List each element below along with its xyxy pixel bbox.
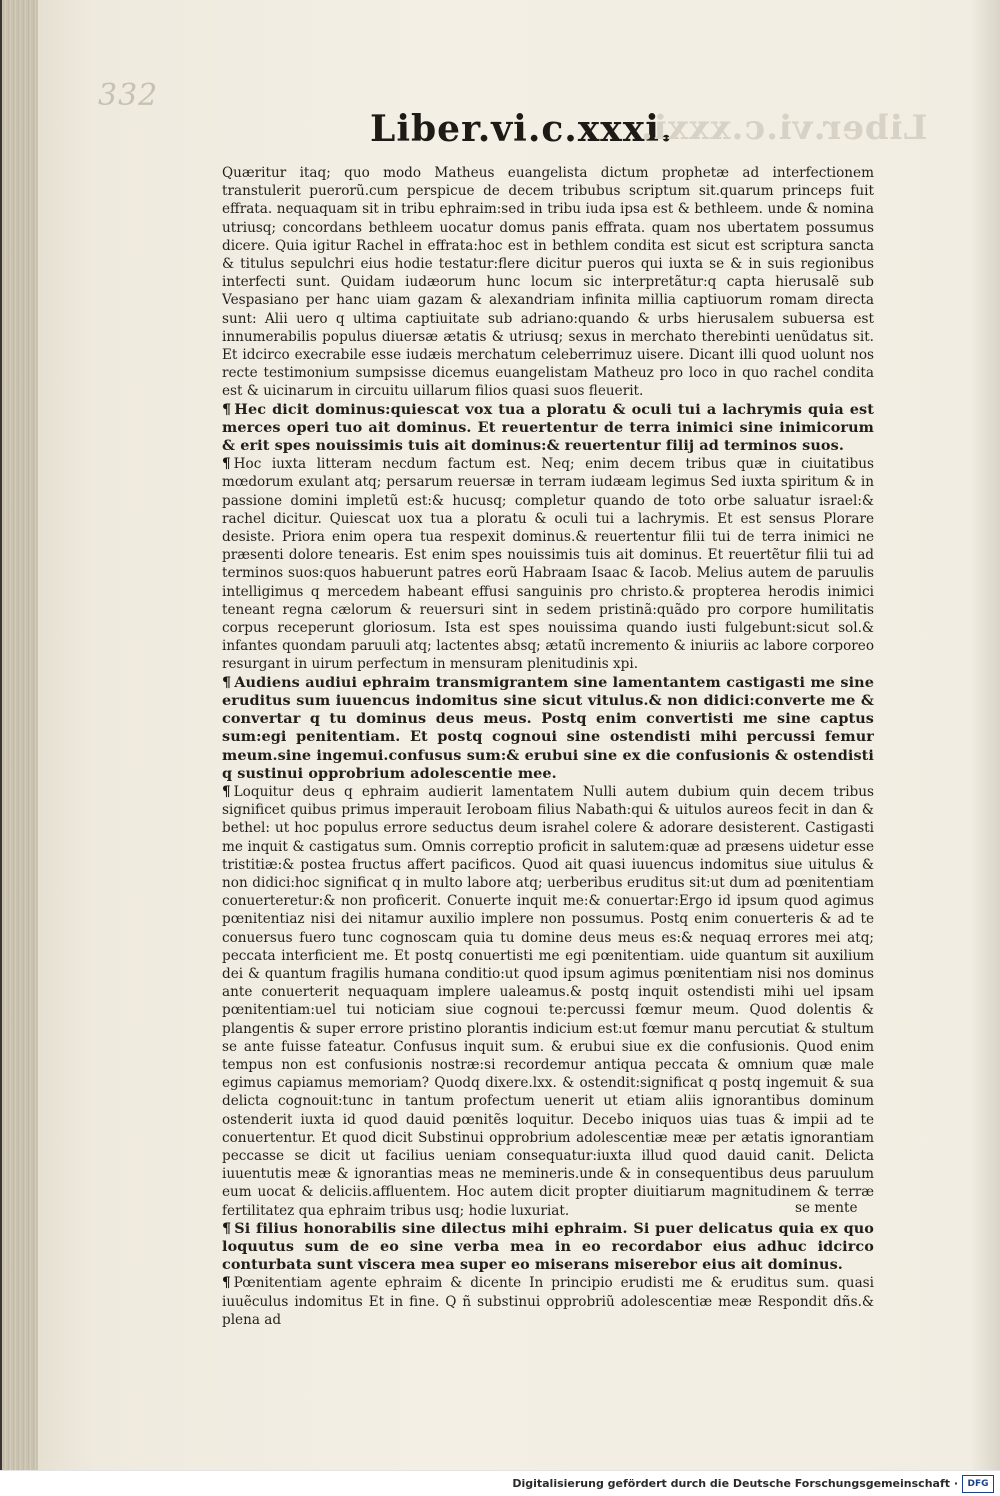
commentary-text-block bbox=[222, 164, 874, 1329]
funding-credit: Digitalisierung gefördert durch die Deutsche Forschungsgemeinschaft · bbox=[512, 1477, 958, 1490]
lemma-paragraph bbox=[222, 674, 874, 783]
paragraph-text: Si filius honorabilis sine dilectus mihi ephraim. Si puer delicatus quia ex quo loquutus sum de eo sine verba mea in eo recordabor eius adhuc idcirco conturbata sunt viscera mea super eo miserans miserebor eius ait dominus. bbox=[222, 1219, 874, 1274]
paragraph-text: Hec dicit dominus:quiescat vox tua a ploratu & oculi tui a lachrymis quia est merces operi tuo ait dominus. Et reuertentur de terra inimici sine inimicorum & erit spes nouissimis tuis ait dominus:& reuertentur filij ad terminos suos. bbox=[222, 400, 874, 455]
running-head: Liber.vi.c.xxxi. bbox=[370, 108, 674, 150]
page-gutter-shadow bbox=[970, 0, 1000, 1470]
paragraph-mark-icon: ¶ bbox=[222, 400, 232, 418]
catchword: se mente bbox=[795, 1200, 858, 1216]
paragraph-text: Audiens audiui ephraim transmigrantem sine lamentantem castigasti me sine eruditus sum iuuencus indomitus sine sicut vitulus.& non didici:converte me & convertar q tu dominus deus meus. Postq enim convertisti me sine captus sum:egi penitentiam. Et postq cognoui sine ostendisti mihi percussi femur meum.sine ingemui.confusus sum:& erubui sine ex die confusionis & ostendisti q sustinui opprobrium adolescentie mee. bbox=[222, 673, 874, 782]
footer-bar bbox=[0, 1470, 1000, 1496]
paragraph-mark-icon: ¶ bbox=[222, 783, 231, 800]
dfg-logo[interactable]: DFG bbox=[962, 1475, 994, 1493]
lemma-paragraph bbox=[222, 1220, 874, 1275]
commentary-paragraph bbox=[222, 455, 874, 673]
paragraph-mark-icon: ¶ bbox=[222, 1275, 231, 1292]
paragraph-text: Loquitur deus q ephraim audierit lamentatem Nulli autem dubium quin decem tribus significet quibus primus imperauit Ieroboam filius Nabath:qui & uitulos aureos fecit in dan & bethel: ut hoc populus errore seductus deum israhel colere & adorare desisterent. Castigasti me inquit & castigatus sum. Omnis correptio proficit in salutem:quæ ad præsens uidetur esse tristitiæ:& postea fructus affert pacificos. Quod ait quasi iuuencus indomitus siue uitulus & non didici:hoc significat q in multo labore atq; uerberibus eruditus sit:ut dum ad pœnitentiam conuerteretur:& non proficerit. Conuerte inquit me:& conuertar:Ergo id ipsum quod agimus pœnitentiaz nisi dei nitamur auxilio implere non possumus. Postq enim conuerteris & ad te conuersus fuero tunc cognoscam quia tu domine deus meus es:& nequaq errores mei atq; peccata interficient me. Et postq conuertisti me egi pœnitentiam. uide quantum sit auxilium dei & quantum fragilis humana conditio:ut quod ipsum agimus pœnitentiam nisi nos dominus ante conuerterit nequaquam implere ualeamus.& postq inquit ostendisti mihi uel ipsam pœnitentiam:uel tui noticiam siue cognoui te:percussi fœmur meum. Quod dolentis & plangentis & super errore pristino plorantis indicium est:ut fœmur manu percutiat & stultum se ante fuisse fateatur. Confusus inquit sum. & erubui siue ex die confusionis. Quod enim tempus non est confusionis nostræ:si recordemur antiqua peccata & omnium quæ male egimus capiamus memoriam? Quodq dixere.lxx. & ostendit:significat q postq ingemuit & sua delicta cognouit:tunc in tantum profectum uenerit ut etiam aliis ignorantibus dominum ostenderit iuxta id quod dauid pœnitẽs loquitur. Decebo iniquos uias tuas & impii ad te conuertentur. Et quod dicit Substinui opprobrium adolescentiæ meæ per ætatis ignorantiam peccasse se dicit ut facilius ueniam consequatur:iuxta illud quod dauid canit. Delicta iuuentutis meæ & ignorantias meas ne memineris.unde & in consequentibus deus paruulum eum uocat & deliciis.affluentem. Hoc autem dicit propter diuitiarum magnitudinem & terræ fertilitatez qua ephraim tribus usq; hodie luxuriat. bbox=[222, 783, 874, 1219]
handwritten-folio-number: 332 bbox=[98, 78, 159, 113]
commentary-paragraph bbox=[222, 164, 874, 401]
paragraph-mark-icon: ¶ bbox=[222, 1219, 232, 1237]
paragraph-text: Pœnitentiam agente ephraim & dicente In principio erudisti me & eruditus sum. quasi iuuẽculus indomitus Et in fine. Q ñ substinui opprobriũ adolescentiæ meæ Respondit dñs.& plena ad bbox=[222, 1275, 874, 1328]
lemma-paragraph bbox=[222, 401, 874, 456]
show-through-running-head: Liber.vi.c.xxxi. bbox=[640, 108, 928, 148]
commentary-paragraph bbox=[222, 783, 874, 1220]
paragraph-text: Quæritur itaq; quo modo Matheus euangelista dictum prophetæ ad interfectionem transtulerit puerorũ.cum perspicue de decem tribubus scriptum sit.quarum princeps fuit effrata. nequaquam sit in tribu ephraim:sed in tribu iuda ipsa est & bethleem. unde & nomina utriusq; concordans bethleem uocatur domus panis effrata. quam nos ubertatem possumus dicere. Quia igitur Rachel in effrata:hoc est in bethlem condita est sicut est scriptura sancta & titulus sepulchri eius hodie testatur:flere dicitur pueros qui iuxta se & in suis regionibus interfecti sunt. Quidam iudæorum hunc locum sic interpretãtur:q capta hierusalẽ sub Vespasiano per hanc uiam gazam & alexandriam infinita millia captiuorum romam directa sunt: Alii uero q ultima captiuitate sub adriano:quando & urbs hierusalem subuersa est innumerabilis populus diuersæ ætatis & utriusq; sexus in merchato therebinti uenũdatus sit. Et idcirco execrabile esse iudæis merchatum celeberrimuz uisere. Dicant illi quod uolunt nos recte testimonium sumpsisse dicemus euangelistam Matheuz pro loco in quo rachel condita est & uicinarum in circuitu uillarum filios quasi suos fleuerit. bbox=[222, 165, 874, 400]
commentary-paragraph bbox=[222, 1274, 874, 1329]
paragraph-mark-icon: ¶ bbox=[222, 673, 232, 691]
paragraph-text: Hoc iuxta litteram necdum factum est. Neq; enim decem tribus quæ in ciuitatibus mœdorum exulant atq; persarum reuersæ in terram iudæam legimus Sed iuxta spiritum & in passione domini impletũ est:& hucusq; completur quando de toto orbe saluatur israel:& rachel dicitur. Quiescat uox tua a ploratu & oculi tui a lachrymis. Et est sensus Plorare desiste. Priora enim opera tua respexit dominus.& reuertentur filii tui de terra inimici ne præsenti dolore tenearis. Est enim spes nouissimis tuis ait dominus. Et reuertẽtur filii tui ad terminos suos:quos habuerunt patres eorũ Habraam Isaac & Iacob. Melius autem de paruulis intelligimus q mercedem habeant effusi sanguinis pro christo.& propterea herodis inimici teneant regna cælorum & reuersuri sint in sedem pristinã:quãdo pro corpore humilitatis corpus receperunt gloriosum. Ista est spes nouissima quando iusti fulgebunt:sicut sol.& infantes quondam paruuli atq; lactentes absq; ætatũ incremento & iniuriis ac labore corporeo resurgant in uirum perfectum in mensuram plenitudinis xpi. bbox=[222, 456, 874, 673]
book-page-edges bbox=[2, 0, 42, 1470]
paragraph-mark-icon: ¶ bbox=[222, 456, 231, 473]
